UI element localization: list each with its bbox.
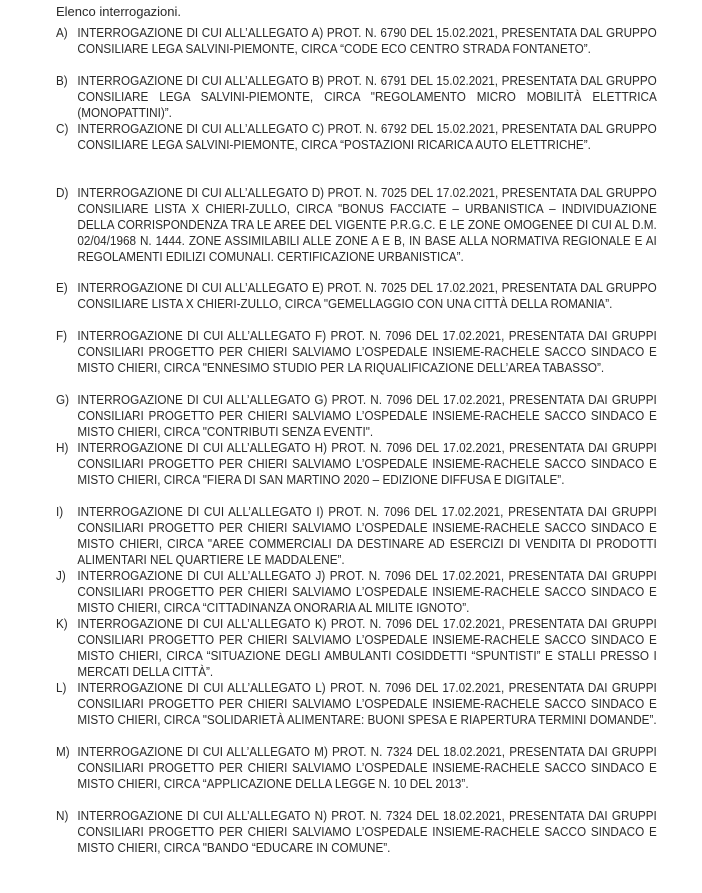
item-text: INTERROGAZIONE DI CUI ALL’ALLEGATO B) PROT. N. 6791 DEL 15.02.2021, PRESENTATA DAL GRUPPO CONSILIARE LEGA SALVINI-PIEMONTE, CIRCA "REGOLAMENTO MICRO MOBILITÀ ELETTRICA (MONOPATTINI)”. [77,74,657,120]
list-item-g [56,392,657,440]
item-label: E) [56,281,68,295]
item-text: INTERROGAZIONE DI CUI ALL’ALLEGATO J) PROT. N. 7096 DEL 17.02.2021, PRESENTATA DAI GRUPPI CONSILIARI PROGETTO PER CHIERI SALVIAMO L’OSPEDALE INSIEME-RACHELE SACCO SINDACO E MISTO CHIERI, CIRCA “CITTADINANZA ONORARIA AL MILITE IGNOTO”. [77,569,657,615]
item-label: M) [56,745,70,759]
list-item-l [56,680,657,728]
item-label: N) [56,809,69,823]
item-text: INTERROGAZIONE DI CUI ALL’ALLEGATO A) PROT. N. 6790 DEL 15.02.2021, PRESENTATA DAL GRUPPO CONSILIARE LEGA SALVINI-PIEMONTE, CIRCA “CODE ECO CENTRO STRADA FONTANETO”. [77,26,657,56]
item-text: INTERROGAZIONE DI CUI ALL’ALLEGATO H) PROT. N. 7096 DEL 17.02.2021, PRESENTATA DAI GRUPPI CONSILIARI PROGETTO PER CHIERI SALVIAMO L’OSPEDALE INSIEME-RACHELE SACCO SINDACO E MISTO CHIERI, CIRCA "FIERA DI SAN MARTINO 2020 – EDIZIONE DIFFUSA E DIGITALE”. [77,441,657,487]
item-text: INTERROGAZIONE DI CUI ALL’ALLEGATO C) PROT. N. 6792 DEL 15.02.2021, PRESENTATA DAL GRUPPO CONSILIARE LEGA SALVINI-PIEMONTE, CIRCA “POSTAZIONI RICARICA AUTO ELETTRICHE”. [77,122,657,152]
list-item-h [56,440,657,488]
item-text: INTERROGAZIONE DI CUI ALL’ALLEGATO K) PROT. N. 7096 DEL 17.02.2021, PRESENTATA DAI GRUPPI CONSILIARI PROGETTO PER CHIERI SALVIAMO L’OSPEDALE INSIEME-RACHELE SACCO SINDACO E MISTO CHIERI, CIRCA “SITUAZIONE DEGLI AMBULANTI COSIDDETTI “SPUNTISTI” E STALLI PRESSO I MERCATI DELLA CITTÀ”. [77,617,657,679]
item-label: G) [56,393,70,407]
list-item-i [56,504,657,568]
list-item-m [56,744,657,792]
item-text: INTERROGAZIONE DI CUI ALL’ALLEGATO E) PROT. N. 7025 DEL 17.02.2021, PRESENTATA DAL GRUPPO CONSILIARE LISTA X CHIERI-ZULLO, CIRCA "GEMELLAGGIO CON UNA CITTÀ DELLA ROMANIA”. [77,281,657,311]
list-item-e [56,280,657,312]
list-item-n [56,808,657,856]
list-item-k [56,616,657,680]
item-label: H) [56,441,69,455]
item-label: L) [56,681,67,695]
item-text: INTERROGAZIONE DI CUI ALL’ALLEGATO N) PROT. N. 7324 DEL 18.02.2021, PRESENTATA DAI GRUPPI CONSILIARI PROGETTO PER CHIERI SALVIAMO L’OSPEDALE INSIEME-RACHELE SACCO SINDACO E MISTO CHIERI, CIRCA "BANDO “EDUCARE IN COMUNE”. [77,809,657,855]
list-item-c [56,121,657,153]
list-intro: Elenco interrogazioni. [56,4,182,19]
item-label: C) [56,122,69,136]
item-label: A) [56,26,68,40]
item-text: INTERROGAZIONE DI CUI ALL’ALLEGATO I) PROT. N. 7096 DEL 17.02.2021, PRESENTATA DAI GRUPPI CONSILIARI PROGETTO PER CHIERI SALVIAMO L’OSPEDALE INSIEME-RACHELE SACCO SINDACO E MISTO CHIERI, CIRCA "AREE COMMERCIALI DA DESTINARE AD ESERCIZI DI VENDITA DI PRODOTTI ALIMENTARI NEL QUARTIERE LE MADDALENE”. [77,505,657,567]
item-text: INTERROGAZIONE DI CUI ALL’ALLEGATO F) PROT. N. 7096 DEL 17.02.2021, PRESENTATA DAI GRUPPI CONSILIARI PROGETTO PER CHIERI SALVIAMO L’OSPEDALE INSIEME-RACHELE SACCO SINDACO E MISTO CHIERI, CIRCA "ENNESIMO STUDIO PER LA RIQUALIFICAZIONE DELL’AREA TABASSO”. [77,329,657,375]
item-label: B) [56,74,68,88]
list-item-j [56,568,657,616]
item-label: D) [56,186,69,200]
item-label: F) [56,329,68,343]
item-text: INTERROGAZIONE DI CUI ALL’ALLEGATO G) PROT. N. 7096 DEL 17.02.2021, PRESENTATA DAI GRUPPI CONSILIARI PROGETTO PER CHIERI SALVIAMO L’OSPEDALE INSIEME-RACHELE SACCO SINDACO E MISTO CHIERI, CIRCA "CONTRIBUTI SENZA EVENTI". [77,393,657,439]
item-text: INTERROGAZIONE DI CUI ALL’ALLEGATO L) PROT. N. 7096 DEL 17.02.2021, PRESENTATA DAI GRUPPI CONSILIARI PROGETTO PER CHIERI SALVIAMO L’OSPEDALE INSIEME-RACHELE SACCO SINDACO E MISTO CHIERI, CIRCA "SOLIDARIETÀ ALIMENTARE: BUONI SPESA E RIAPERTURA TERMINI DOMANDE”. [77,681,657,727]
list-item-d [56,185,657,265]
item-label: K) [56,617,68,631]
list-item-b [56,73,657,121]
item-text: INTERROGAZIONE DI CUI ALL’ALLEGATO M) PROT. N. 7324 DEL 18.02.2021, PRESENTATA DAI GRUPPI CONSILIARI PROGETTO PER CHIERI SALVIAMO L’OSPEDALE INSIEME-RACHELE SACCO SINDACO E MISTO CHIERI, CIRCA “APPLICAZIONE DELLA LEGGE N. 10 DEL 2013”. [77,745,657,791]
list-item-f [56,328,657,376]
item-text: INTERROGAZIONE DI CUI ALL’ALLEGATO D) PROT. N. 7025 DEL 17.02.2021, PRESENTATA DAL GRUPPO CONSILIARE LISTA X CHIERI-ZULLO, CIRCA "BONUS FACCIATE – URBANISTICA – INDIVIDUAZIONE DELLA CORRISPONDENZA TRA LE AREE DEL VIGENTE P.R.G.C. E LE ZONE OMOGENEE DI CUI AL D.M. 02/04/1968 N. 1444. ZONE ASSIMILABILI ALLE ZONE A E B, IN BASE ALLA NORMATIVA REGIONALE E AI REGOLAMENTI EDILIZI COMUNALI. CERTIFICAZIONE URBANISTICA”. [77,186,657,264]
item-label: J) [56,569,66,583]
item-label: I) [56,505,64,519]
list-item-a [56,25,657,57]
